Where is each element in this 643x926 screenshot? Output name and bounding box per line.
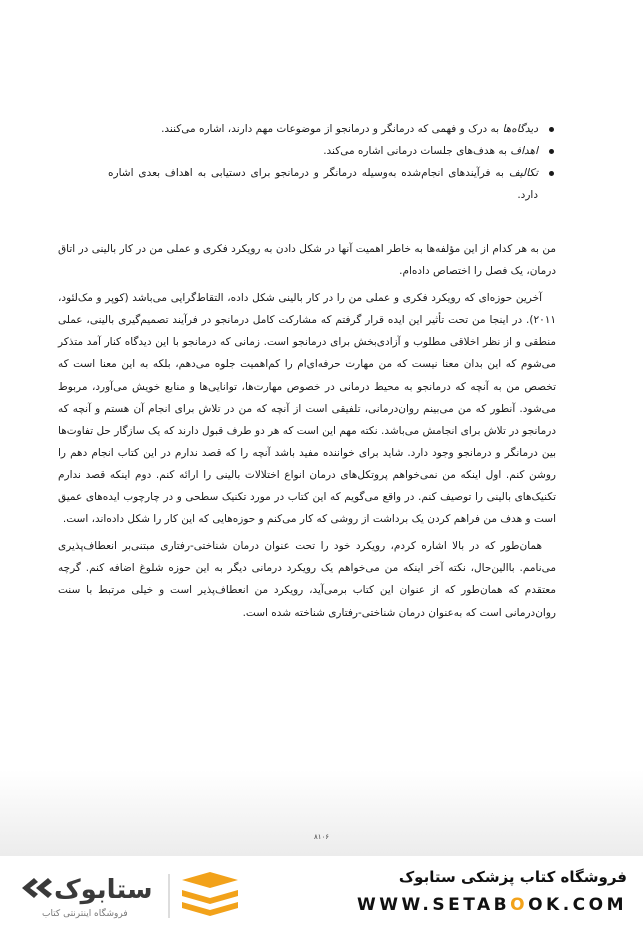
bullet-term: اهداف: [510, 145, 538, 157]
bullet-item: [108, 162, 554, 206]
chevron-logo-icon: [22, 878, 52, 898]
bullet-text: به درک و فهمی که درمانگر و درمانجو از موضوعات مهم دارند، اشاره می‌کنند.: [161, 123, 503, 135]
bullet-item: [108, 140, 554, 162]
url-accent-letter: O: [510, 895, 529, 915]
paragraph: همان‌طور که در بالا اشاره کردم، رویکرد خود را تحت عنوان درمان شناختی-رفتاری مبتنی‌بر انعطاف‌پذیری می‌نامم. باالین‌حال، نکته آخر اینکه من می‌خواهم یک رویکرد درمانی دیگر به این حوزه شلوغ اضافه کنم. گرچه معتقدم که همان‌طور که از عنوان این کتاب برمی‌آید، رویکرد من انعطاف‌پذیر است و خیلی مرتبط با سنت روان‌درمانی است که به‌عنوان درمان شناختی-رفتاری شناخته شده است.: [58, 540, 556, 619]
bullet-item: [108, 118, 554, 140]
setabook-logo: [14, 866, 254, 922]
bullet-dot-icon: [549, 149, 554, 154]
bullet-dot-icon: [549, 171, 554, 176]
bullet-list: [108, 118, 554, 206]
paragraph: من به هر کدام از این مؤلفه‌ها به خاطر اهمیت آنها در شکل دادن به رویکرد فکری و عملی من در کار بالینی در اتاق درمان، یک فصل را اختصاص داده‌ام.: [58, 243, 556, 278]
page-number: ۸۱۰۶: [313, 833, 330, 841]
bullet-term: دیدگاه‌ها: [502, 123, 538, 135]
url-part: OK.COM: [528, 895, 627, 915]
body-text: [58, 238, 556, 629]
bullet-text: به فرآیندهای انجام‌شده به‌وسیله درمانگر و درمانجو برای دستیابی به اهداف بعدی اشاره دارد.: [108, 167, 538, 201]
paragraph: آخرین حوزه‌ای که رویکرد فکری و عملی من را در کار بالینی شکل داده، التقاط‌گرایی می‌باشد (کوپر و مک‌لئود، ۲۰۱۱). در اینجا من تحت تأثیر این ایده قرار گرفتم که مشارکت کامل درمانجو در فرآیند تصمیم‌گیری بالینی، عملی منطقی و از نظر اخلاقی مطلوب و آزادی‌بخش برای درمانجو است. زمانی که درمانجو با این دیدگاه کنار آمد متذکر می‌شوم که این بدان معنا نیست که من مهارت حرفه‌ای‌ام را کم‌اهمیت جلوه می‌دهم، بلکه به این معنا است که تخصص من به آنچه که درمانجو به محیط درمانی در خصوص مهارت‌ها، توانایی‌ها و منابع خویش می‌آورد، مربوط می‌شود. آنطور که من می‌بینم روان‌درمانی، تلفیقی است از آنچه که من در تلاش برای انجام آن هستم و آنچه که درمانجو در تلاش برای انجامش می‌باشد. نکته مهم این است که هر دو طرف قبول دارند که یک سازگار حل تفاوت‌ها بین درمانگر و درمانجو وجود دارد. شاید برای خواننده مفید باشد آنچه را که قصد ندارم در این کتاب انجام دهم را روشن کنم. اول اینکه من نمی‌خواهم پروتکل‌های درمان انواع اختلالات بالینی را ارائه کنم. دوم اینکه قصد ندارم تکنیک‌های بالینی را توصیف کنم. در واقع می‌گویم که این کتاب در مورد تکنیک سطحی و در چارچوب ایده‌های عمیق است و هدف من فراهم کردن یک برداشت از روشی که کار می‌کنم و حوزه‌هایی که این کار را شکل داده‌اند، است.: [58, 292, 556, 526]
shop-url[interactable]: [357, 895, 627, 915]
bullet-text: به هدف‌های جلسات درمانی اشاره می‌کند.: [323, 145, 511, 157]
logo-wordmark: ستابوک: [54, 875, 153, 905]
book-stack-icon: [182, 872, 238, 916]
shop-name: فروشگاه کتاب پزشکی ستابوک: [398, 868, 627, 886]
bullet-term: تکالیف: [508, 167, 538, 179]
url-part: WWW.SETAB: [357, 895, 511, 915]
logo-subtitle: فروشگاه اینترنتی کتاب: [42, 909, 128, 919]
bullet-dot-icon: [549, 127, 554, 132]
footer-banner: [0, 856, 643, 926]
